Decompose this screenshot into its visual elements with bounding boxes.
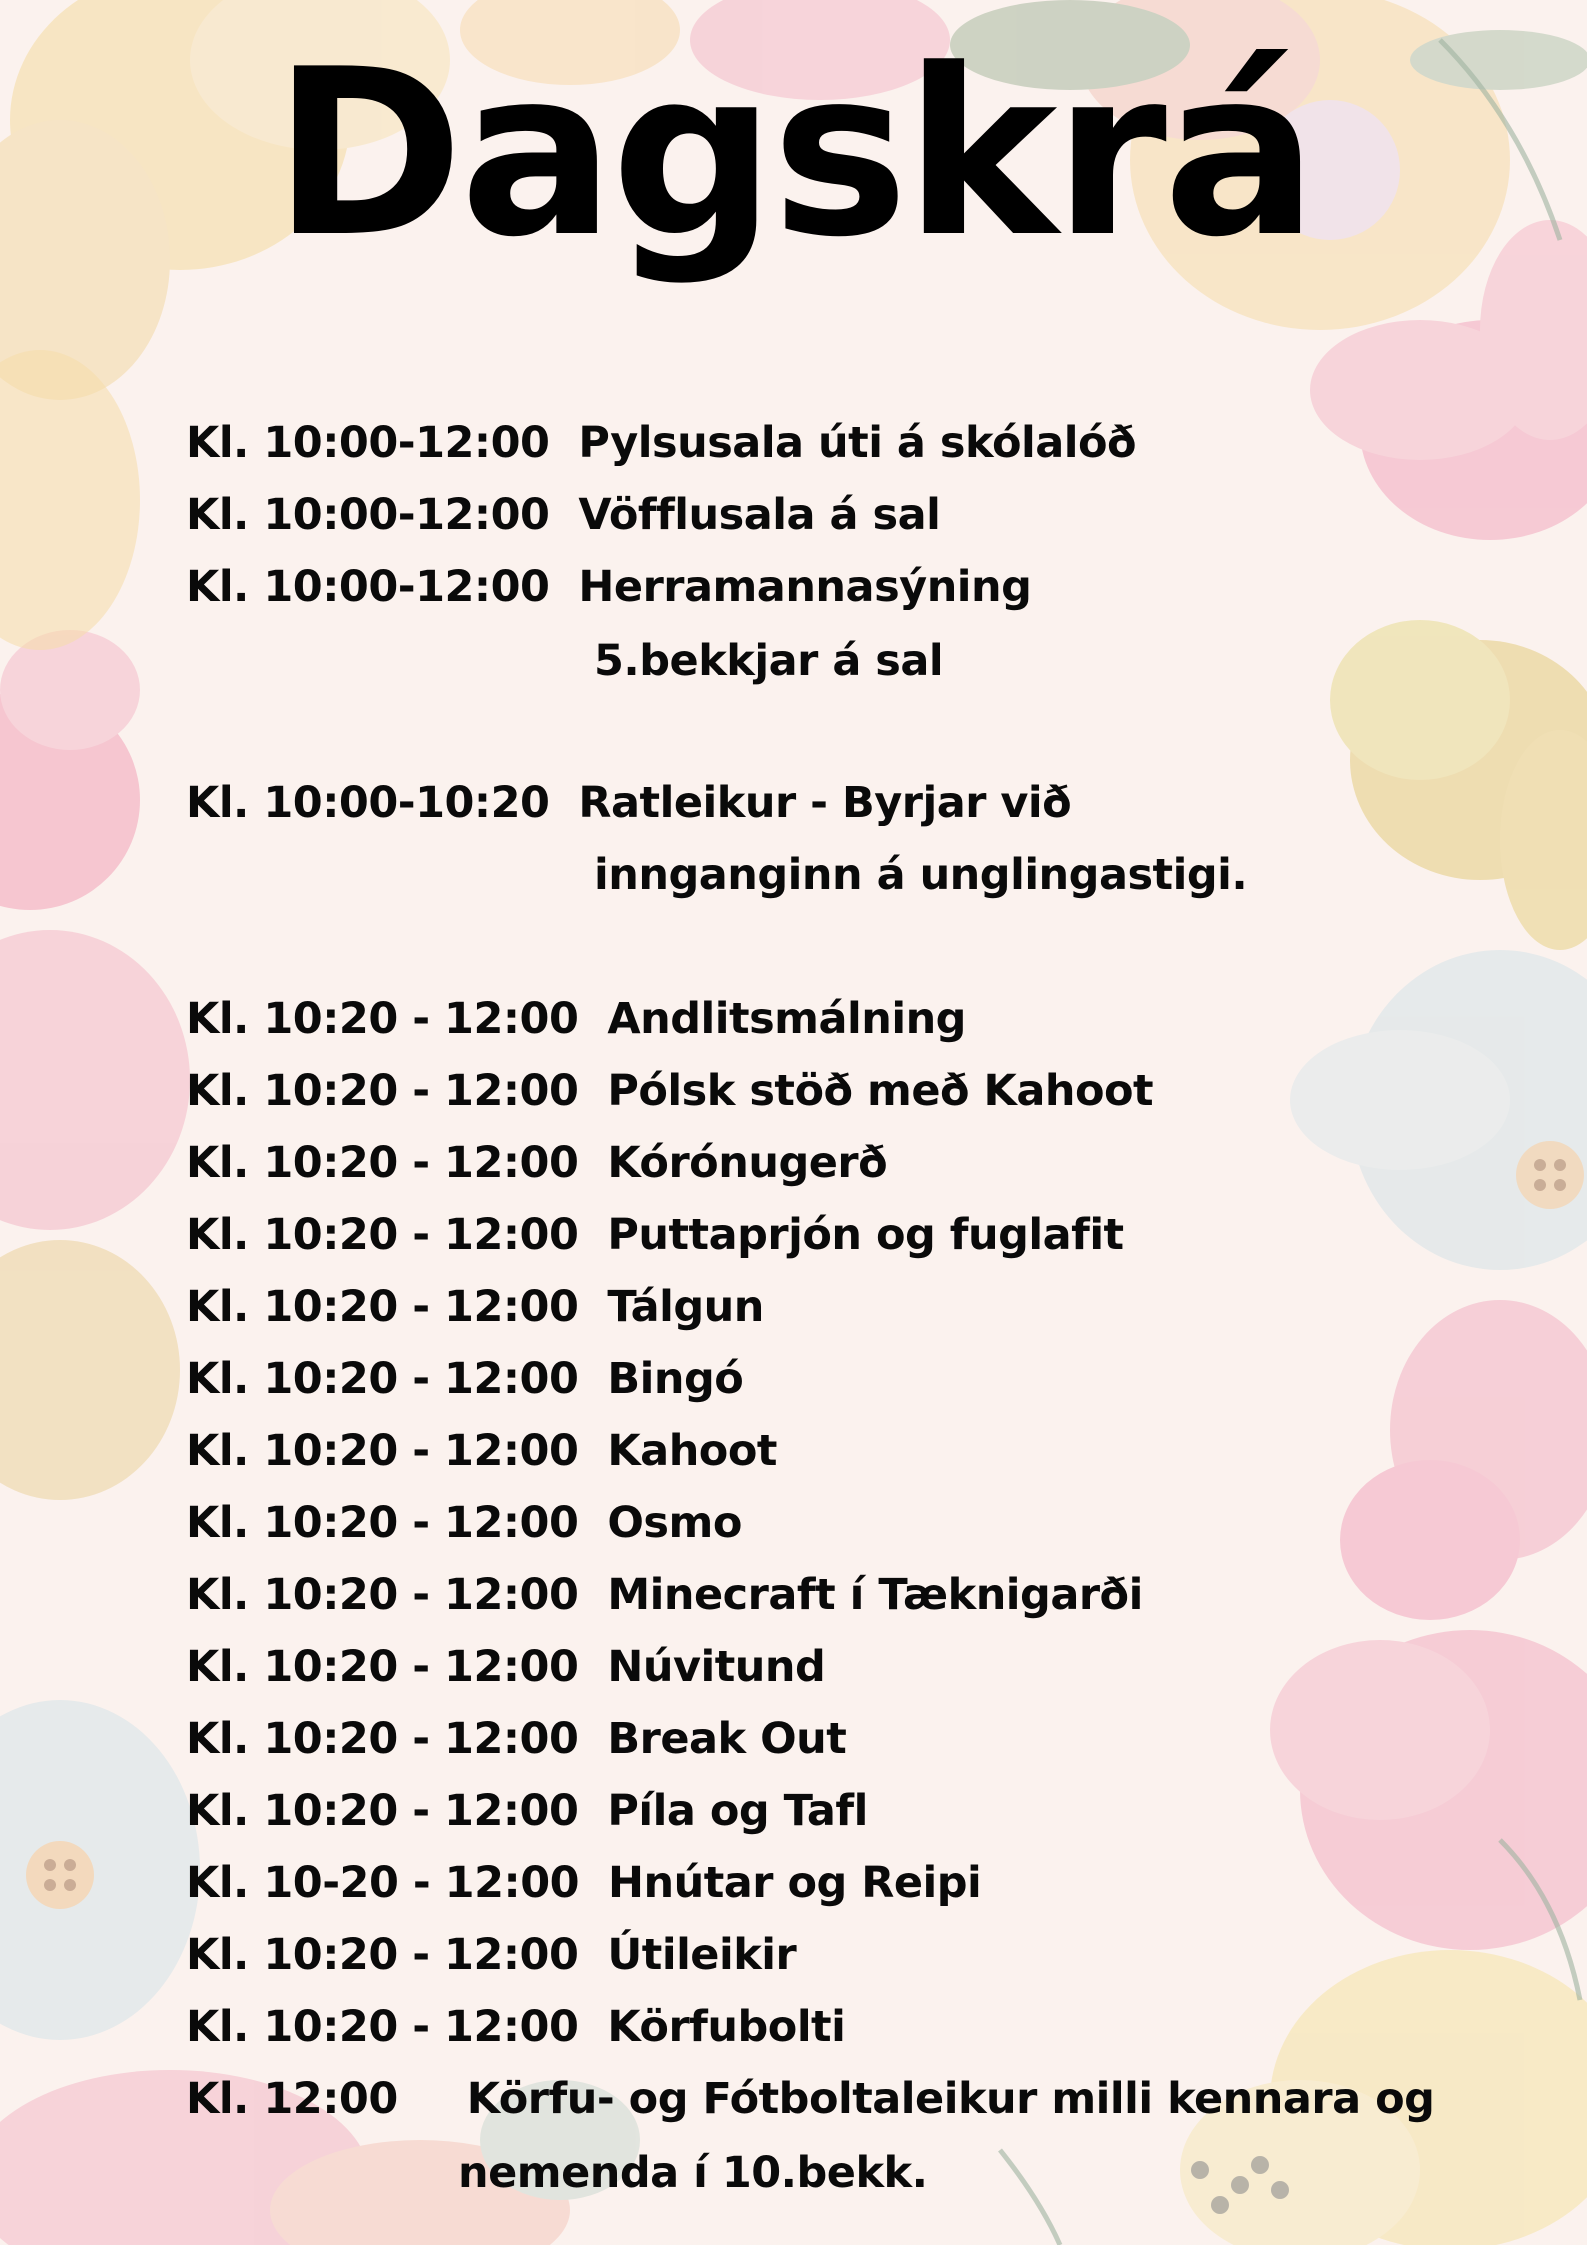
schedule-row bbox=[186, 1282, 764, 1332]
schedule-activity: Tálgun bbox=[607, 1282, 764, 1332]
schedule-activity: Kórónugerð bbox=[607, 1138, 888, 1188]
schedule-time: Kl. 10:20 - 12:00 bbox=[186, 1354, 593, 1404]
schedule-row bbox=[186, 1570, 1143, 1620]
schedule-row bbox=[186, 418, 1137, 468]
schedule-time: Kl. 10:20 - 12:00 bbox=[186, 1642, 593, 1692]
schedule-row bbox=[186, 1930, 797, 1980]
schedule-row bbox=[186, 1642, 826, 1692]
page-title: Dagskrá bbox=[272, 21, 1315, 288]
schedule-activity: Bingó bbox=[607, 1354, 744, 1404]
schedule-activity: Útileikir bbox=[607, 1930, 797, 1980]
schedule-time: Kl. 10:00-12:00 bbox=[186, 490, 564, 540]
schedule-activity: Herramannasýning bbox=[578, 562, 1032, 612]
schedule-activity: Osmo bbox=[607, 1498, 742, 1548]
schedule-time: Kl. 10-20 - 12:00 bbox=[186, 1858, 594, 1908]
schedule-time: Kl. 10:20 - 12:00 bbox=[186, 1786, 593, 1836]
schedule-activity: Kahoot bbox=[607, 1426, 777, 1476]
schedule-time: Kl. 10:00-10:20 bbox=[186, 778, 564, 828]
schedule-row bbox=[186, 2074, 1435, 2124]
schedule-row bbox=[186, 1714, 847, 1764]
schedule-activity: Ratleikur - Byrjar við bbox=[578, 778, 1072, 828]
schedule-activity: Píla og Tafl bbox=[607, 1786, 868, 1836]
schedule-time: Kl. 10:20 - 12:00 bbox=[186, 1498, 593, 1548]
schedule-time: Kl. 10:00-12:00 bbox=[186, 562, 564, 612]
schedule-activity: Núvitund bbox=[607, 1642, 826, 1692]
schedule-activity: Andlitsmálning bbox=[607, 994, 966, 1044]
schedule-activity: Pólsk stöð með Kahoot bbox=[607, 1066, 1154, 1116]
schedule-row bbox=[186, 1786, 868, 1836]
schedule-row bbox=[186, 778, 1072, 828]
schedule-row bbox=[186, 994, 966, 1044]
schedule-time: Kl. 10:20 - 12:00 bbox=[186, 2002, 593, 2052]
schedule-time: Kl. 12:00 bbox=[186, 2074, 413, 2124]
schedule-activity: Break Out bbox=[607, 1714, 847, 1764]
schedule-time: Kl. 10:20 - 12:00 bbox=[186, 1066, 593, 1116]
schedule-activity: Hnútar og Reipi bbox=[608, 1858, 982, 1908]
schedule-row bbox=[186, 562, 1032, 612]
schedule-time: Kl. 10:20 - 12:00 bbox=[186, 1210, 593, 1260]
schedule-time: Kl. 10:20 - 12:00 bbox=[186, 1282, 593, 1332]
schedule-time: Kl. 10:20 - 12:00 bbox=[186, 1570, 593, 1620]
schedule-row bbox=[186, 1210, 1124, 1260]
schedule-row bbox=[186, 1138, 888, 1188]
schedule-activity: Minecraft í Tæknigarði bbox=[607, 1570, 1143, 1620]
schedule-row bbox=[186, 1858, 982, 1908]
schedule-time: Kl. 10:20 - 12:00 bbox=[186, 1930, 593, 1980]
schedule-activity-continuation: nemenda í 10.bekk. bbox=[458, 2148, 928, 2198]
schedule-row bbox=[186, 2002, 846, 2052]
schedule-activity-continuation: innganginn á unglingastigi. bbox=[594, 850, 1248, 900]
schedule-time: Kl. 10:20 - 12:00 bbox=[186, 1426, 593, 1476]
schedule-time: Kl. 10:20 - 12:00 bbox=[186, 1138, 593, 1188]
schedule-time: Kl. 10:20 - 12:00 bbox=[186, 994, 593, 1044]
schedule-activity: Puttaprjón og fuglafit bbox=[607, 1210, 1124, 1260]
schedule-row bbox=[186, 1354, 744, 1404]
schedule-row bbox=[186, 1498, 742, 1548]
schedule-time: Kl. 10:00-12:00 bbox=[186, 418, 564, 468]
schedule-activity: Vöfflusala á sal bbox=[578, 490, 941, 540]
schedule-row bbox=[186, 1066, 1154, 1116]
schedule-activity-continuation: 5.bekkjar á sal bbox=[594, 636, 944, 686]
schedule-activity: Pylsusala úti á skólalóð bbox=[578, 418, 1137, 468]
schedule-row bbox=[186, 1426, 777, 1476]
schedule-activity: Körfubolti bbox=[607, 2002, 846, 2052]
schedule-row bbox=[186, 490, 941, 540]
schedule-time: Kl. 10:20 - 12:00 bbox=[186, 1714, 593, 1764]
schedule-activity: Körfu- og Fótboltaleikur milli kennara og bbox=[466, 2074, 1435, 2124]
